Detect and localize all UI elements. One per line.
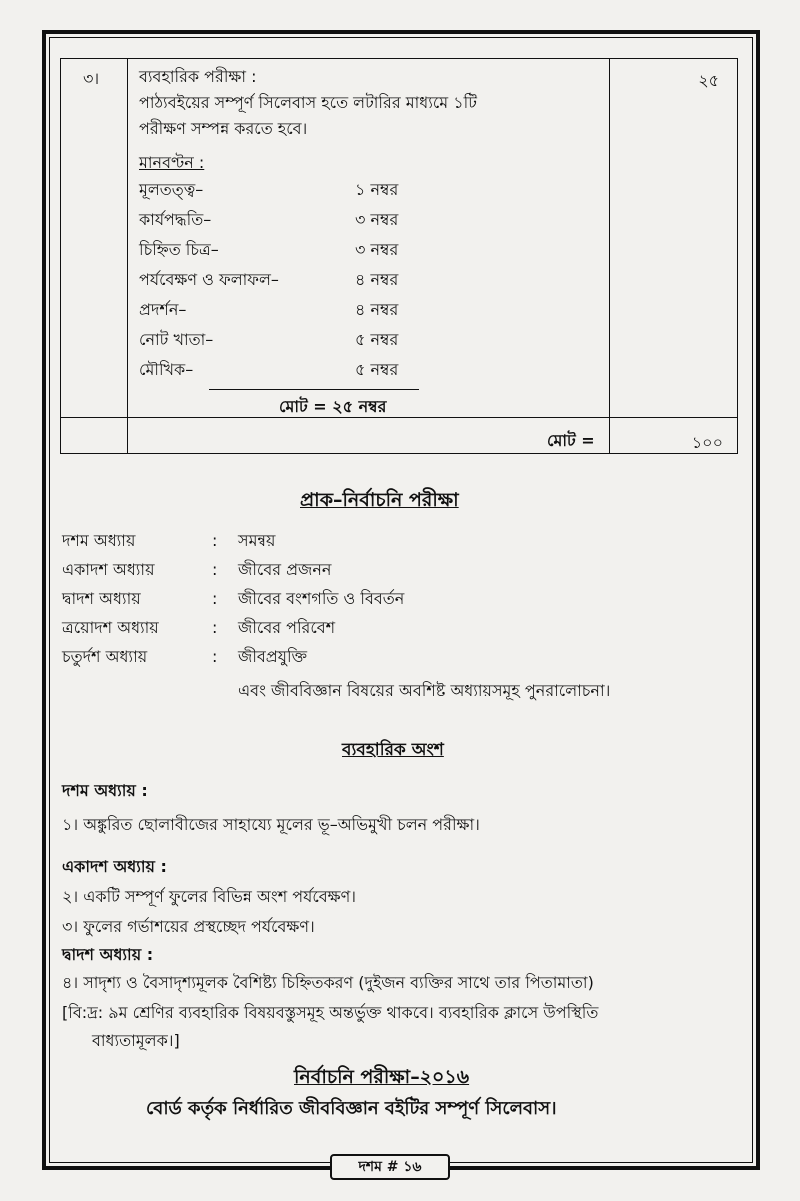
- practical-exam-title: ব্যবহারিক পরীক্ষা :: [139, 67, 257, 86]
- chapter-name: ত্রয়োদশ অধ্যায়: [62, 618, 159, 637]
- chapter-colon: :: [212, 531, 218, 550]
- distribution-row: [139, 269, 439, 297]
- practical-item: ৪। সাদৃশ্য ও বৈসাদৃশ্যমূলক বৈশিষ্ট্য চিহ্নিতকরণ (দুইজন ব্যক্তির সাথে তার পিতামাতা): [62, 973, 594, 992]
- chapter-colon: :: [212, 560, 218, 579]
- distribution-item-marks: ১ নম্বর: [355, 180, 399, 199]
- serial-number: ৩।: [83, 69, 100, 88]
- final-syllabus-line: বোর্ড কর্তৃক নির্ধারিত জীববিজ্ঞান বইটির সম্পূর্ণ সিলেবাস।: [146, 1098, 557, 1119]
- distribution-row: [139, 209, 439, 237]
- chapter-topic: জীবের পরিবেশ: [238, 618, 336, 637]
- chapter-name: একাদশ অধ্যায়: [62, 560, 155, 579]
- distribution-item-marks: ৪ নম্বর: [355, 270, 399, 289]
- distribution-row: [139, 239, 439, 267]
- distribution-item-name: মূলতত্ত্ব–: [139, 180, 204, 199]
- grand-total-label: মোট =: [547, 431, 595, 450]
- chapter-colon: :: [212, 589, 218, 608]
- chapter-topic: জীবপ্রযুক্তি: [238, 647, 308, 666]
- practical-marks: ২৫: [698, 71, 719, 90]
- pre-test-heading: প্রাক–নির্বাচনি পরীক্ষা: [300, 489, 459, 511]
- practical-marks-table: [60, 58, 738, 454]
- practical-note: বাধ্যতামূলক।]: [92, 1031, 180, 1050]
- chapter-topic: সমন্বয়: [238, 531, 276, 550]
- chapter-name: চতুর্দশ অধ্যায়: [62, 647, 148, 666]
- practical-section-heading: ব্যবহারিক অংশ: [342, 740, 444, 760]
- distribution-item-marks: ৫ নম্বর: [355, 360, 399, 379]
- page-number-tab: দশম # ১৬: [330, 1154, 450, 1180]
- subtotal-rule: [209, 389, 419, 390]
- table-row-divider: [61, 417, 737, 418]
- distribution-item-name: মৌখিক–: [139, 360, 194, 379]
- chapter-colon: :: [212, 618, 218, 637]
- chapter-topic: জীবের বংশগতি ও বিবর্তন: [238, 589, 405, 608]
- practical-item: ৩। ফুলের গর্ভাশয়ের প্রস্থচ্ছেদ পর্যবেক্ষণ।: [62, 917, 315, 936]
- distribution-item-marks: ৩ নম্বর: [355, 210, 399, 229]
- marks-distribution-title: মানবণ্টন :: [139, 153, 205, 172]
- distribution-row: [139, 359, 439, 387]
- chapter-heading: একাদশ অধ্যায় :: [62, 857, 167, 876]
- practical-description-line: পাঠ্যবইয়ের সম্পূর্ণ সিলেবাস হতে লটারির মাধ্যমে ১টি: [139, 93, 477, 112]
- final-test-heading: নির্বাচনি পরীক্ষা–২০১৬: [294, 1066, 470, 1088]
- chapter-heading: দ্বাদশ অধ্যায় :: [62, 945, 154, 964]
- distribution-item-name: প্রদর্শন–: [139, 300, 187, 319]
- distribution-item-name: পর্যবেক্ষণ ও ফলাফল–: [139, 270, 279, 289]
- distribution-item-name: চিহ্নিত চিত্র–: [139, 240, 219, 259]
- chapter-colon: :: [212, 647, 218, 666]
- chapter-topic: জীবের প্রজনন: [238, 560, 332, 579]
- chapter-name: দশম অধ্যায়: [62, 531, 136, 550]
- review-line: এবং জীববিজ্ঞান বিষয়ের অবশিষ্ট অধ্যায়সমূহ পুনরালোচনা।: [238, 681, 611, 700]
- distribution-row: [139, 179, 439, 207]
- distribution-item-name: নোট খাতা–: [139, 330, 214, 349]
- chapter-heading: দশম অধ্যায় :: [62, 781, 148, 800]
- distribution-item-marks: ৩ নম্বর: [355, 240, 399, 259]
- practical-description-line: পরীক্ষণ সম্পন্ন করতে হবে।: [139, 119, 308, 138]
- distribution-item-name: কার্যপদ্ধতি–: [139, 210, 212, 229]
- table-column-divider: [609, 59, 610, 453]
- distribution-item-marks: ৪ নম্বর: [355, 300, 399, 319]
- distribution-row: [139, 329, 439, 357]
- grand-total-value: ১০০: [691, 433, 723, 452]
- practical-item: ১। অঙ্কুরিত ছোলাবীজের সাহায্যে মূলের ভূ–অভিমুখী চলন পরীক্ষা।: [62, 815, 480, 834]
- practical-item: ২। একটি সম্পূর্ণ ফুলের বিভিন্ন অংশ পর্যবেক্ষণ।: [62, 887, 357, 906]
- practical-note: [বি:দ্র: ৯ম শ্রেণির ব্যবহারিক বিষয়বস্তুসমূহ অন্তর্ভুক্ত থাকবে। ব্যবহারিক ক্লাসে উপস্থিতি: [62, 1003, 599, 1022]
- distribution-row: [139, 299, 439, 327]
- table-column-divider: [127, 59, 128, 453]
- practical-subtotal: মোট = ২৫ নম্বর: [279, 397, 387, 416]
- chapter-name: দ্বাদশ অধ্যায়: [62, 589, 141, 608]
- distribution-item-marks: ৫ নম্বর: [355, 330, 399, 349]
